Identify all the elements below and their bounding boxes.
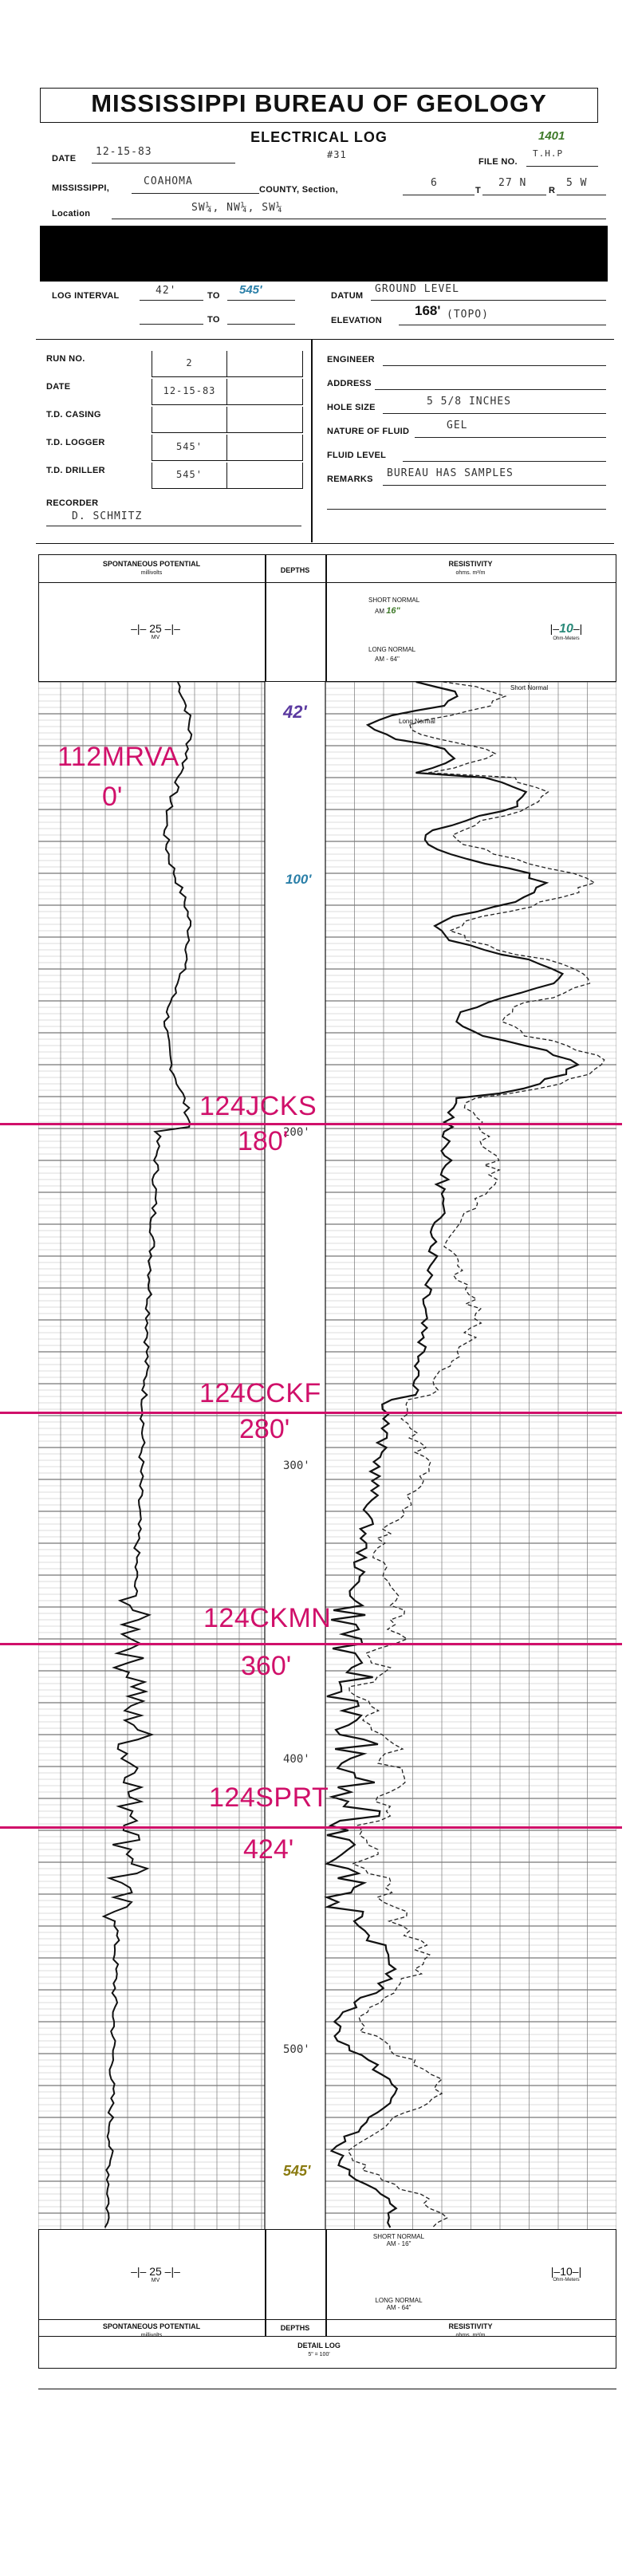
- log-number: #31: [327, 149, 347, 160]
- county-label: COUNTY, Section,: [259, 185, 338, 195]
- marker-depth-sprt: 424': [243, 1834, 294, 1865]
- run-row-label: RUN NO.: [46, 354, 85, 364]
- run-row-value: 545': [152, 435, 227, 461]
- fluid-label: NATURE OF FLUID: [327, 427, 410, 436]
- log-grid: [38, 682, 616, 2229]
- file-no-stamp: 1401: [538, 129, 565, 143]
- fluid-level-line: [403, 460, 606, 462]
- run-row-empty-cell: [227, 435, 303, 461]
- interval-top: 42': [156, 285, 177, 297]
- run-info-divider: [311, 339, 313, 542]
- county-value: COAHOMA: [144, 175, 193, 187]
- date-value: 12-15-83: [96, 146, 152, 158]
- long-normal-annotation: Long Normal: [399, 718, 435, 725]
- fluid-value: GEL: [447, 419, 468, 431]
- marker-depth-jcks: 180': [238, 1126, 289, 1156]
- run-row-value: 2: [152, 351, 227, 377]
- marker-name-cckf: 124CCKF: [199, 1378, 321, 1408]
- marker-name-sprt: 124SPRT: [209, 1782, 329, 1813]
- footer-long-normal: LONG NORMAL AM - 64": [375, 2297, 423, 2311]
- recorder-value: D. SCHMITZ: [72, 510, 143, 522]
- marker-name-jcks: 124JCKS: [199, 1091, 317, 1121]
- depth-300-label: 300': [283, 1459, 310, 1472]
- run-row-label: T.D. DRILLER: [46, 466, 105, 475]
- remarks-label: REMARKS: [327, 475, 373, 484]
- remarks-line-2: [327, 508, 606, 510]
- hole-size-value: 5 5/8 INCHES: [427, 396, 511, 408]
- section-line: [403, 194, 475, 195]
- elevation-label: ELEVATION: [331, 316, 383, 325]
- recorder-label: RECORDER: [46, 498, 99, 508]
- run-row-value: 12-15-83: [152, 379, 227, 405]
- run-row-label: T.D. LOGGER: [46, 438, 105, 447]
- depth-500-label: 500': [283, 2043, 310, 2056]
- engineer-label: ENGINEER: [327, 355, 375, 364]
- marker-line: [0, 1643, 622, 1645]
- depth-100-stamp: 100': [285, 872, 312, 887]
- long-normal-curve: [348, 682, 604, 2227]
- page-title: MISSISSIPPI BUREAU OF GEOLOGY: [91, 89, 547, 117]
- title-box: [40, 88, 598, 123]
- run-row-empty-cell: [227, 351, 303, 377]
- elevation-line: [399, 324, 606, 325]
- file-no-line: [526, 165, 598, 167]
- resistivity-track-grid: [325, 682, 616, 2229]
- short-normal-annotation: Short Normal: [510, 684, 549, 691]
- file-no-label: FILE NO.: [478, 157, 518, 167]
- run-row-empty-cell: [227, 379, 303, 405]
- marker-name-mrva: 112MRVA: [57, 742, 179, 772]
- footer-short-normal: SHORT NORMAL AM - 16": [372, 2233, 425, 2247]
- depth-track: [265, 682, 325, 2229]
- date-label: DATE: [52, 154, 77, 163]
- to-label-2: TO: [207, 315, 220, 325]
- datum-line: [371, 299, 606, 301]
- track-header-hline: [38, 582, 616, 583]
- elevation-note: (TOPO): [447, 309, 489, 321]
- depths-title: DEPTHS: [280, 566, 310, 574]
- short-normal-spacing: AM 16": [375, 606, 400, 616]
- datum-label: DATUM: [331, 291, 364, 301]
- marker-line: [0, 1412, 622, 1414]
- long-normal-spacing: AM - 64": [375, 656, 400, 663]
- marker-name-ckmn: 124CKMN: [203, 1603, 332, 1633]
- remarks-line: [383, 484, 606, 486]
- footer-res-title: RESISTIVITY ohms. m²/m: [448, 2322, 493, 2338]
- short-normal-label: SHORT NORMAL: [368, 597, 420, 604]
- remarks-value: BUREAU HAS SAMPLES: [387, 467, 514, 479]
- run-row-value: [152, 407, 227, 433]
- fluid-level-label: FLUID LEVEL: [327, 451, 387, 460]
- marker-depth-ckmn: 360': [241, 1651, 292, 1681]
- depth-top-stamp: 42': [283, 702, 307, 722]
- run-row-empty-cell: [227, 463, 303, 489]
- res-scale: |–10–| Ohm-Meters: [549, 622, 583, 641]
- range-value: 5 W: [566, 177, 588, 189]
- short-normal-curve: [327, 682, 578, 2227]
- track-footer-div-1: [265, 2229, 266, 2337]
- marker-line: [0, 1826, 622, 1829]
- log-interval-label: LOG INTERVAL: [52, 291, 120, 301]
- subtitle: ELECTRICAL LOG: [250, 129, 388, 145]
- run-row-label: T.D. CASING: [46, 410, 101, 419]
- interval-bottom-stamp: 545': [239, 283, 262, 297]
- depth-200-label: 200': [283, 1126, 310, 1139]
- sp-track-grid: [38, 682, 265, 2229]
- interval-top-line: [140, 299, 203, 301]
- res-title: RESISTIVITY ohms. m²/m: [448, 560, 493, 576]
- hole-size-label: HOLE SIZE: [327, 403, 376, 412]
- datum-value: GROUND LEVEL: [375, 283, 459, 295]
- sp-curve: [104, 682, 191, 2227]
- engineer-line: [383, 364, 606, 366]
- track-footer-div-2: [325, 2229, 327, 2337]
- file-no-value: T.H.P: [533, 148, 564, 159]
- marker-line: [0, 1123, 622, 1125]
- footer-depths-title: DEPTHS: [280, 2324, 310, 2332]
- location-label: Location: [52, 209, 91, 219]
- marker-depth-cckf: 280': [239, 1414, 290, 1444]
- depth-400-label: 400': [283, 1753, 310, 1766]
- address-line: [375, 388, 606, 390]
- run-row-empty-cell: [227, 407, 303, 433]
- fluid-line: [415, 436, 606, 438]
- range-label: R: [549, 186, 556, 195]
- to-label-1: TO: [207, 291, 220, 301]
- sp-title: SPONTANEOUS POTENTIAL millivolts: [102, 560, 201, 576]
- redaction-bar: [40, 226, 608, 282]
- run-row-label: DATE: [46, 382, 71, 392]
- footer-res-scale: |–10–| Ohm-Meters: [550, 2265, 582, 2283]
- run-row-value: 545': [152, 463, 227, 489]
- sp-scale: –|– 25 –|– MV: [131, 622, 180, 640]
- section-value: 6: [431, 177, 438, 189]
- location-line: [112, 218, 606, 219]
- track-footer-hline: [38, 2319, 616, 2320]
- interval-2-line: [140, 323, 203, 325]
- elevation-value: 168': [415, 303, 441, 318]
- interval-bottom-line: [227, 299, 295, 301]
- township-line: [482, 194, 546, 195]
- location-value: SW¼, NW¼, SW¼: [191, 202, 283, 214]
- state-label: MISSISSIPPI,: [52, 183, 110, 193]
- county-line: [132, 192, 259, 194]
- footer-sp-scale: –|– 25 –|– MV: [131, 2265, 180, 2283]
- township-value: 27 N: [498, 177, 527, 189]
- date-line: [92, 162, 235, 163]
- range-line: [557, 194, 606, 195]
- hole-size-line: [383, 412, 606, 414]
- township-label: T: [475, 186, 482, 195]
- recorder-line: [46, 525, 301, 526]
- marker-depth-mrva: 0': [102, 782, 123, 812]
- footer-sp-title: SPONTANEOUS POTENTIAL millivolts: [102, 2322, 201, 2338]
- address-label: ADDRESS: [327, 379, 372, 388]
- long-normal-label: LONG NORMAL: [368, 646, 416, 653]
- interval-2b-line: [227, 323, 295, 325]
- depth-bottom-stamp: 545': [283, 2163, 311, 2179]
- detail-title: DETAIL LOG 5" = 100': [297, 2342, 341, 2357]
